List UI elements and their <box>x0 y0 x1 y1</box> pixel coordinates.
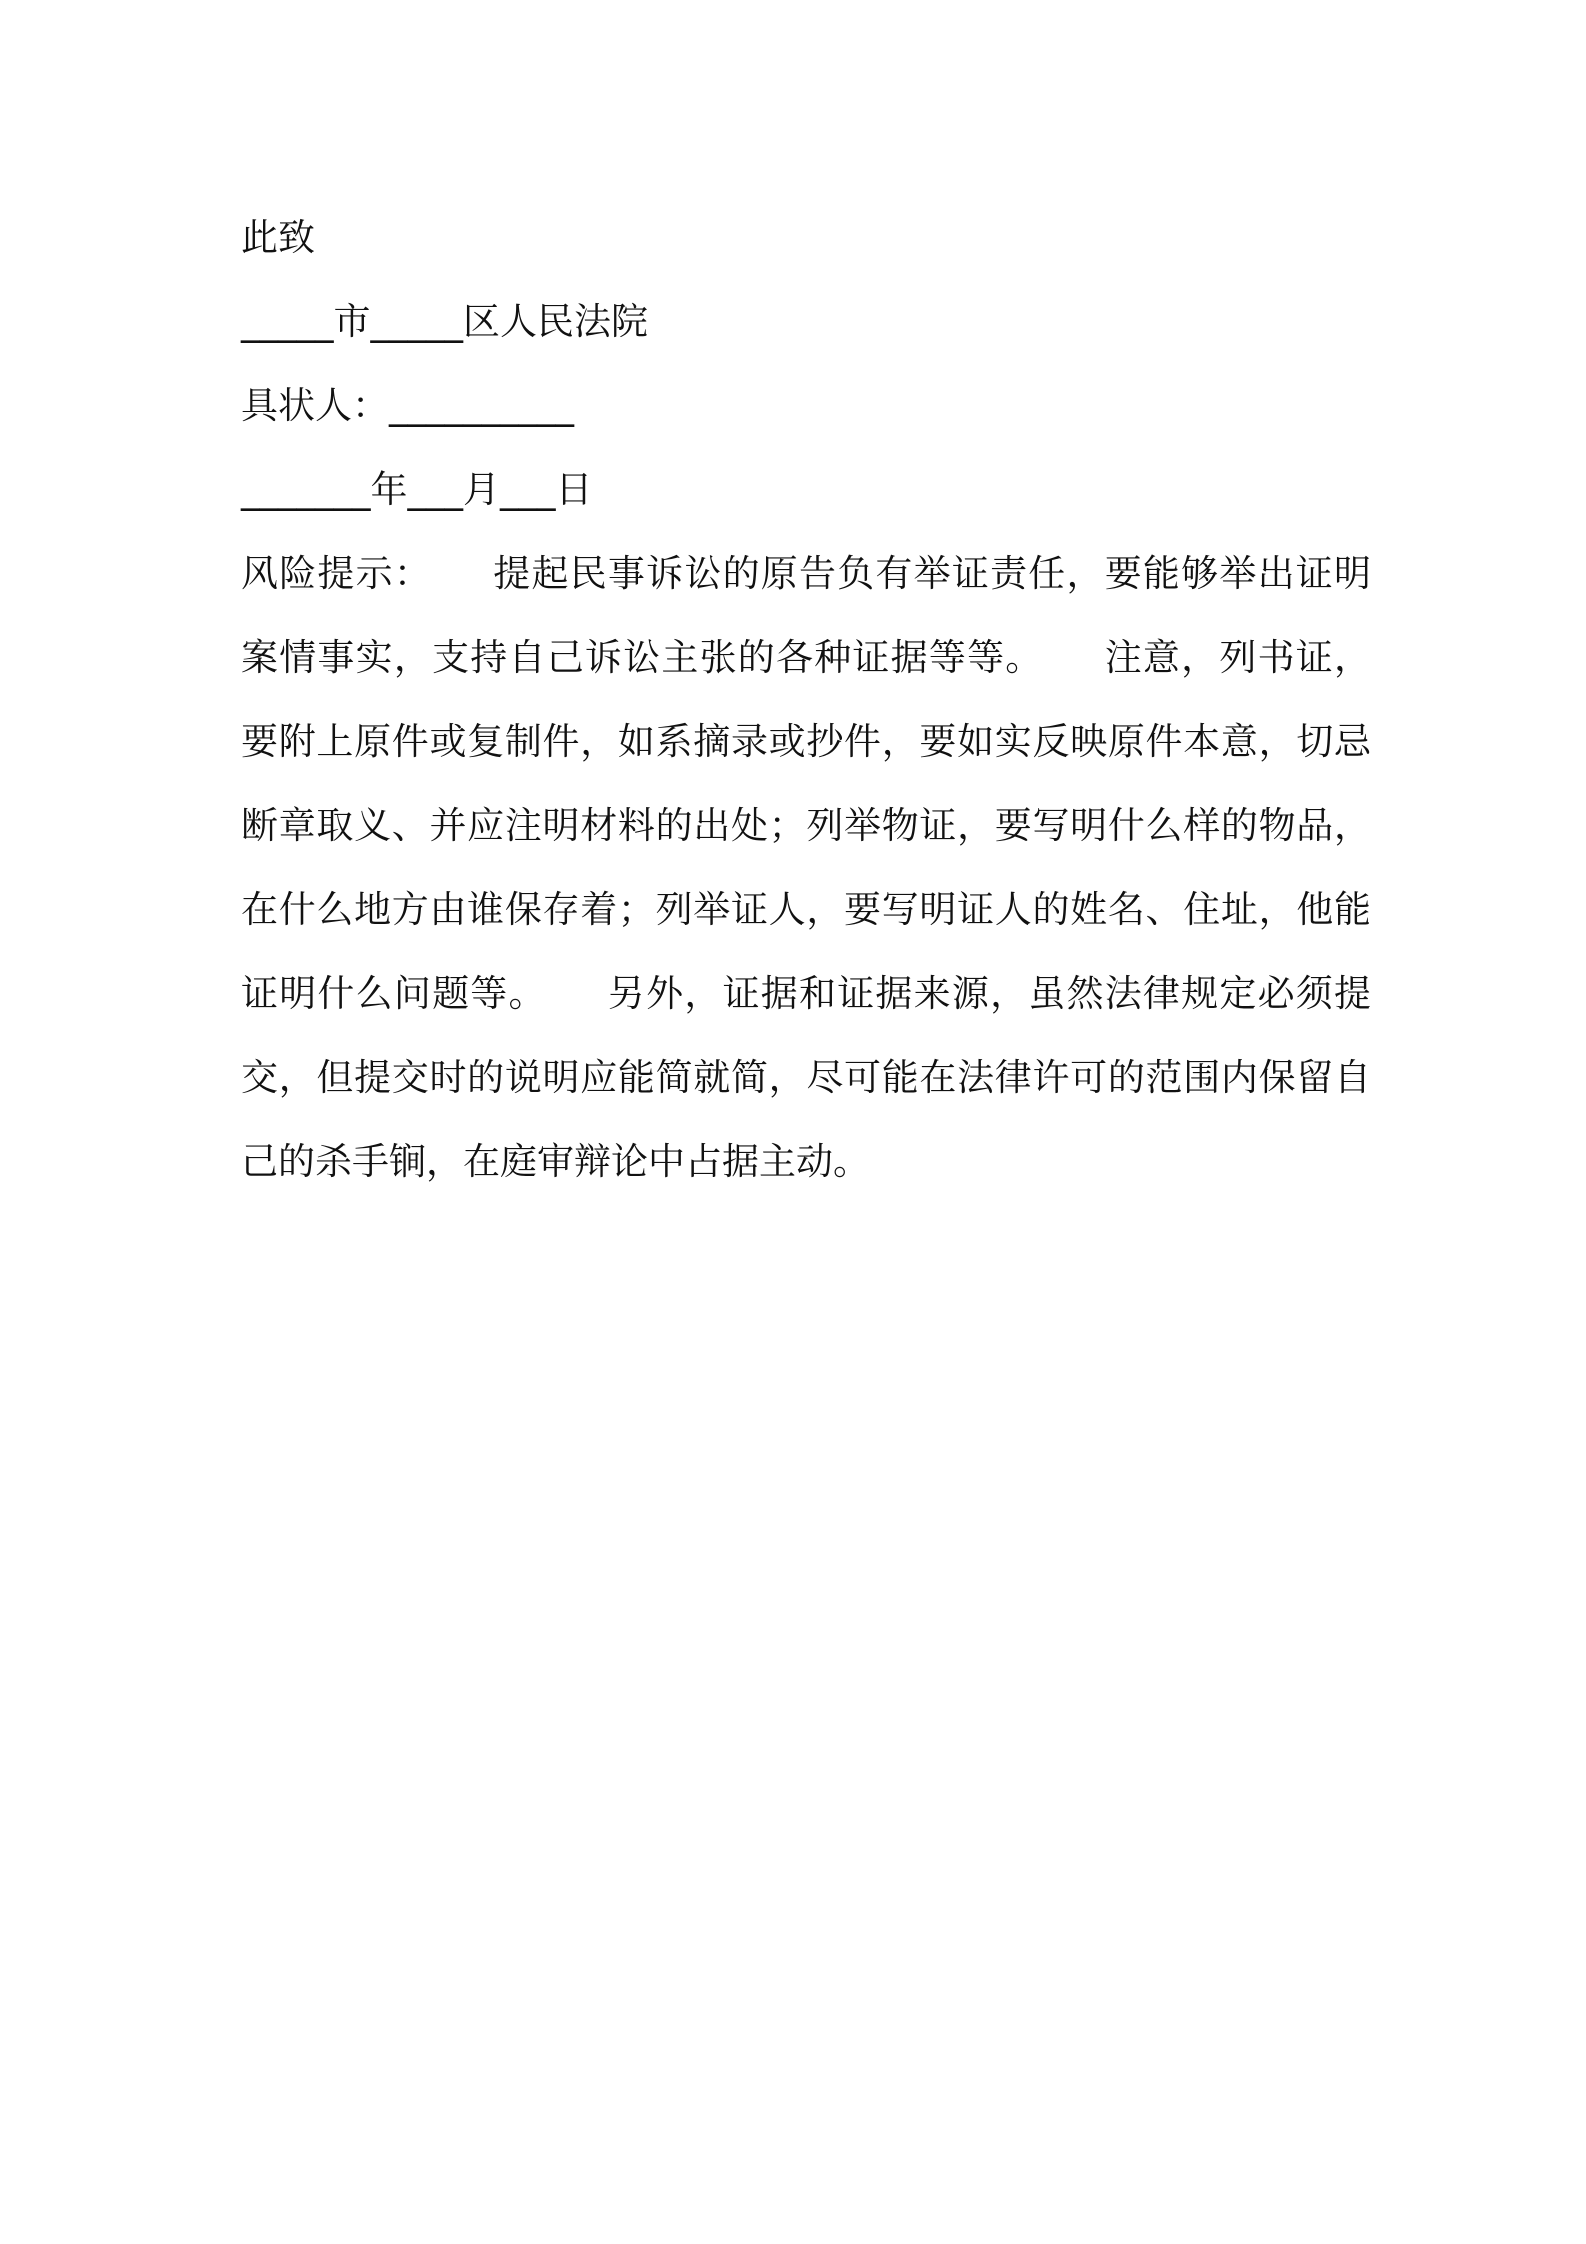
risk-notice-label: 风险提示： <box>241 552 433 595</box>
risk-notice <box>241 532 1371 1204</box>
court-addressee: _____市_____区人民法院 <box>241 300 648 343</box>
risk-notice-part1: 提起民事诉讼的原告负有举证责任，要能够举出证明案情事实，支持自己诉讼主张的各种证据等等。 <box>241 552 1372 679</box>
salutation: 此致 <box>241 216 315 259</box>
date-line: _______年___月___日 <box>241 468 593 511</box>
plaintiff-signature: 具状人：__________ <box>241 384 574 427</box>
document-body <box>241 196 1371 1204</box>
risk-notice-part3: 另外，证据和证据来源，虽然法律规定必须提交，但提交时的说明应能简就简，尽可能在法律许可的范围内保留自己的杀手锏，在庭审辩论中占据主动。 <box>241 972 1372 1183</box>
risk-notice-part2: 注意，列书证，要附上原件或复制件，如系摘录或抄件，要如实反映原件本意，切忌断章取义、并应注明材料的出处；列举物证，要写明什么样的物品，在什么地方由谁保存着；列举证人，要写明证人的姓名、住址，他能证明什么问题等。 <box>241 636 1371 1015</box>
